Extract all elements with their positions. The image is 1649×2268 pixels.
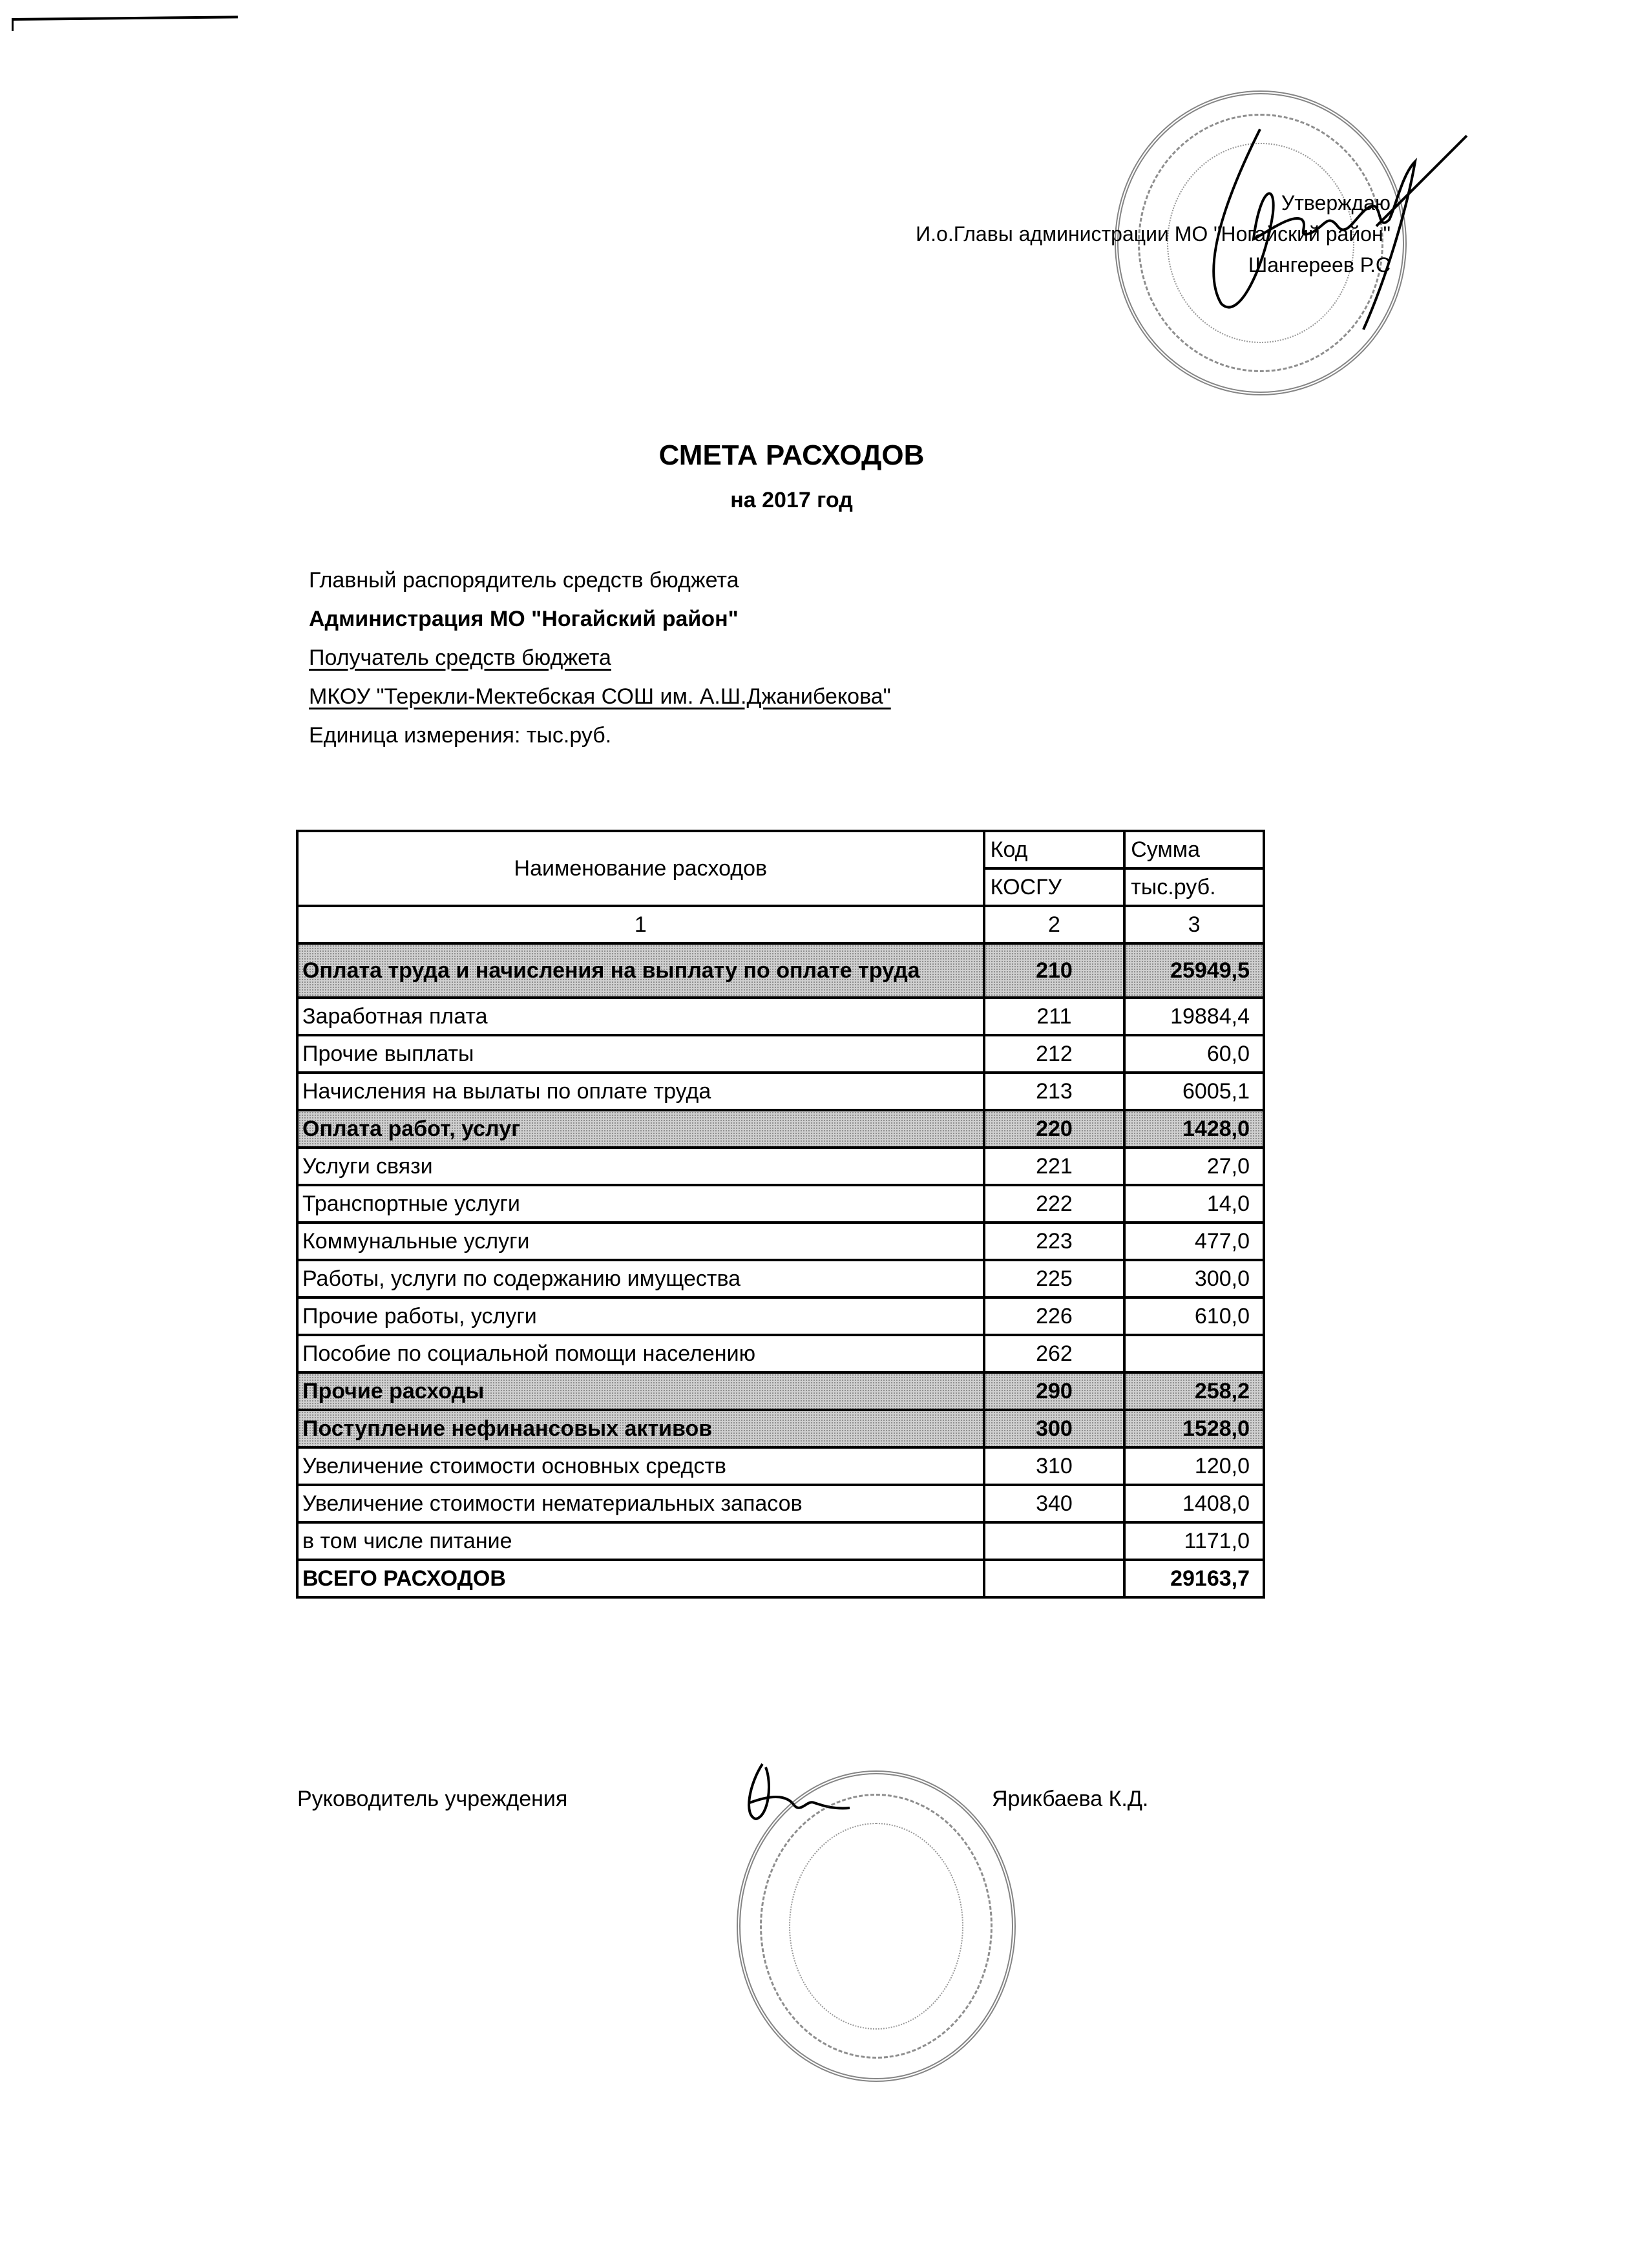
kosgu-code: 210 xyxy=(984,943,1125,998)
amount: 1428,0 xyxy=(1124,1110,1264,1148)
approver-position: И.о.Главы администрации МО "Ногайский район" xyxy=(916,222,1391,246)
expense-name: Транспортные услуги xyxy=(297,1185,984,1223)
expense-name: Коммунальные услуги xyxy=(297,1223,984,1260)
table-row xyxy=(297,998,1264,1035)
header-code-bottom: КОСГУ xyxy=(984,868,1125,906)
header-sum-bottom: тыс.руб. xyxy=(1124,868,1264,906)
table-row xyxy=(297,1260,1264,1297)
table-row xyxy=(297,1185,1264,1223)
table-row xyxy=(297,1223,1264,1260)
footer-position: Руководитель учреждения xyxy=(297,1787,568,1811)
amount: 258,2 xyxy=(1124,1372,1264,1410)
table-row xyxy=(297,1148,1264,1185)
expense-name: Поступление нефинансовых активов xyxy=(297,1410,984,1447)
kosgu-code: 340 xyxy=(984,1485,1125,1522)
amount: 25949,5 xyxy=(1124,943,1264,998)
document-subtitle: на 2017 год xyxy=(730,488,853,512)
header-sum-top: Сумма xyxy=(1124,831,1264,868)
footer-signer: Ярикбаева К.Д. xyxy=(992,1787,1149,1811)
expense-name: Прочие работы, услуги xyxy=(297,1297,984,1335)
kosgu-code xyxy=(984,1522,1125,1560)
kosgu-code: 222 xyxy=(984,1185,1125,1223)
table-header-row xyxy=(297,831,1264,868)
kosgu-code: 290 xyxy=(984,1372,1125,1410)
kosgu-code: 262 xyxy=(984,1335,1125,1372)
kosgu-code: 225 xyxy=(984,1260,1125,1297)
amount: 120,0 xyxy=(1124,1447,1264,1485)
amount: 19884,4 xyxy=(1124,998,1264,1035)
table-row xyxy=(297,1035,1264,1073)
kosgu-code: 310 xyxy=(984,1447,1125,1485)
expense-name: Оплата работ, услуг xyxy=(297,1110,984,1148)
recipient-name: МКОУ "Терекли-Мектебская СОШ им. А.Ш.Джанибекова" xyxy=(309,684,891,709)
amount xyxy=(1124,1335,1264,1372)
document-title: СМЕТА РАСХОДОВ xyxy=(658,439,925,471)
expense-name: Увеличение стоимости нематериальных запасов xyxy=(297,1485,984,1522)
expense-estimate-table xyxy=(296,830,1265,1599)
table-row-group xyxy=(297,943,1264,998)
header-name: Наименование расходов xyxy=(297,831,984,906)
amount: 14,0 xyxy=(1124,1185,1264,1223)
amount: 6005,1 xyxy=(1124,1073,1264,1110)
approver-name: Шангереев Р.С xyxy=(1248,253,1391,277)
scan-edge-artifact xyxy=(12,19,14,31)
expense-name: Заработная плата xyxy=(297,998,984,1035)
expense-name: Оплата труда и начисления на выплату по оплате труда xyxy=(297,943,984,998)
expense-name: Прочие расходы xyxy=(297,1372,984,1410)
expense-name: Работы, услуги по содержанию имущества xyxy=(297,1260,984,1297)
expense-name: Прочие выплаты xyxy=(297,1035,984,1073)
expense-name: Пособие по социальной помощи населению xyxy=(297,1335,984,1372)
chief-manager-label: Главный распорядитель средств бюджета xyxy=(309,568,739,593)
amount: 1528,0 xyxy=(1124,1410,1264,1447)
amount: 300,0 xyxy=(1124,1260,1264,1297)
total-label: ВСЕГО РАСХОДОВ xyxy=(297,1560,984,1597)
approval-block xyxy=(916,187,1391,280)
table-row-group xyxy=(297,1372,1264,1410)
table-row-group xyxy=(297,1110,1264,1148)
scan-edge-artifact xyxy=(12,16,238,21)
approval-label: Утверждаю xyxy=(1281,191,1391,215)
amount: 1171,0 xyxy=(1124,1522,1264,1560)
kosgu-code: 221 xyxy=(984,1148,1125,1185)
table-row-total xyxy=(297,1560,1264,1597)
table-row xyxy=(297,1073,1264,1110)
expense-name: Услуги связи xyxy=(297,1148,984,1185)
official-stamp-school xyxy=(737,1770,1016,2082)
total-amount: 29163,7 xyxy=(1124,1560,1264,1597)
kosgu-code: 220 xyxy=(984,1110,1125,1148)
header-code-top: Код xyxy=(984,831,1125,868)
kosgu-code: 226 xyxy=(984,1297,1125,1335)
amount: 27,0 xyxy=(1124,1148,1264,1185)
kosgu-code: 213 xyxy=(984,1073,1125,1110)
amount: 1408,0 xyxy=(1124,1485,1264,1522)
total-code xyxy=(984,1560,1125,1597)
table-row xyxy=(297,1447,1264,1485)
column-number: 2 xyxy=(984,906,1125,943)
amount: 477,0 xyxy=(1124,1223,1264,1260)
kosgu-code: 211 xyxy=(984,998,1125,1035)
expense-name: Начисления на вылаты по оплате труда xyxy=(297,1073,984,1110)
amount: 60,0 xyxy=(1124,1035,1264,1073)
kosgu-code: 223 xyxy=(984,1223,1125,1260)
expense-name: Увеличение стоимости основных средств xyxy=(297,1447,984,1485)
chief-manager-name: Администрация МО "Ногайский район" xyxy=(309,607,739,631)
expense-name: в том числе питание xyxy=(297,1522,984,1560)
kosgu-code: 212 xyxy=(984,1035,1125,1073)
recipient-label: Получатель средств бюджета xyxy=(309,646,611,670)
budget-info xyxy=(309,561,891,755)
kosgu-code: 300 xyxy=(984,1410,1125,1447)
amount: 610,0 xyxy=(1124,1297,1264,1335)
column-number: 1 xyxy=(297,906,984,943)
column-number: 3 xyxy=(1124,906,1264,943)
table-row-group xyxy=(297,1410,1264,1447)
table-row xyxy=(297,1297,1264,1335)
table-row xyxy=(297,1335,1264,1372)
table-row xyxy=(297,1522,1264,1560)
table-row xyxy=(297,1485,1264,1522)
column-number-row xyxy=(297,906,1264,943)
unit-of-measure: Единица измерения: тыс.руб. xyxy=(309,723,612,748)
